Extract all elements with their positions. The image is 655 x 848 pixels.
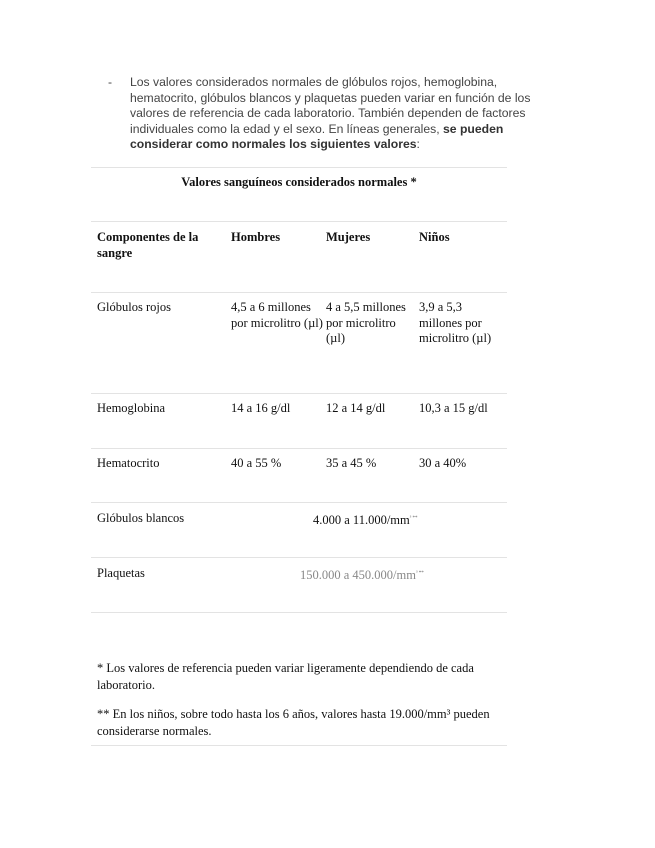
row-globulos-blancos-value [313, 511, 418, 529]
row-hemoglobina-hombres: 14 a 16 g/dl [231, 401, 291, 415]
row-globulos-rojos-hombres: 4,5 a 6 millones por microlitro (µl) [231, 300, 323, 330]
row-globulos-blancos-label: Glóbulos blancos [97, 511, 185, 525]
table-divider [91, 393, 507, 394]
globulos-blancos-mark: ³ ** [409, 516, 418, 521]
table-divider [91, 221, 507, 222]
header-mujeres: Mujeres [326, 230, 371, 244]
row-globulos-rojos-mujeres: 4 a 5,5 millones por microlitro (µl) [326, 300, 406, 345]
intro-text-end: : [416, 137, 420, 152]
table-divider [91, 292, 507, 293]
row-hematocrito-ninos: 30 a 40% [419, 456, 467, 470]
table-divider [91, 448, 507, 449]
table-divider [91, 167, 507, 168]
row-globulos-rojos-label: Glóbulos rojos [97, 300, 171, 314]
bullet-dash: - [108, 75, 113, 89]
row-hemoglobina-label: Hemoglobina [97, 401, 166, 415]
intro-text [130, 75, 560, 153]
intro-text-plain: Los valores considerados normales de glóbulos rojos, hemoglobina, hematocrito, glóbulos blancos y plaquetas pueden variar en función de los valores de referencia de cada laboratorio. También dependen de factores individuales como la edad y el sexo. En líneas generales, [130, 75, 531, 136]
header-componentes: Componentes de la sangre [97, 230, 199, 260]
intro-text-bold: se pueden considerar como normales los siguientes valores [130, 121, 504, 152]
table-caption: Valores sanguíneos considerados normales * [181, 175, 417, 189]
header-ninos: Niños [419, 230, 450, 244]
plaquetas-range: 150.000 a 450.000/mm [300, 568, 416, 583]
row-hematocrito-label: Hematocrito [97, 456, 160, 470]
footnote-single-asterisk: * Los valores de referencia pueden variar ligeramente dependiendo de cada laboratorio. [97, 661, 474, 692]
plaquetas-mark: ³ ** [415, 571, 424, 576]
row-globulos-rojos-ninos: 3,9 a 5,3 millones por microlitro (µl) [419, 300, 492, 345]
table-divider [91, 745, 507, 746]
footnote-double-asterisk: ** En los niños, sobre todo hasta los 6 años, valores hasta 19.000/mm³ pueden considerarse normales. [97, 707, 490, 738]
row-hematocrito-hombres: 40 a 55 % [231, 456, 282, 470]
table-divider [91, 502, 507, 503]
row-plaquetas-label: Plaquetas [97, 566, 145, 580]
row-hemoglobina-ninos: 10,3 a 15 g/dl [419, 401, 488, 415]
row-hemoglobina-mujeres: 12 a 14 g/dl [326, 401, 386, 415]
header-hombres: Hombres [231, 230, 281, 244]
row-plaquetas-value [300, 566, 424, 584]
table-divider [91, 612, 507, 613]
row-hematocrito-mujeres: 35 a 45 % [326, 456, 377, 470]
globulos-blancos-range: 4.000 a 11.000/mm [313, 513, 410, 528]
table-divider [91, 557, 507, 558]
